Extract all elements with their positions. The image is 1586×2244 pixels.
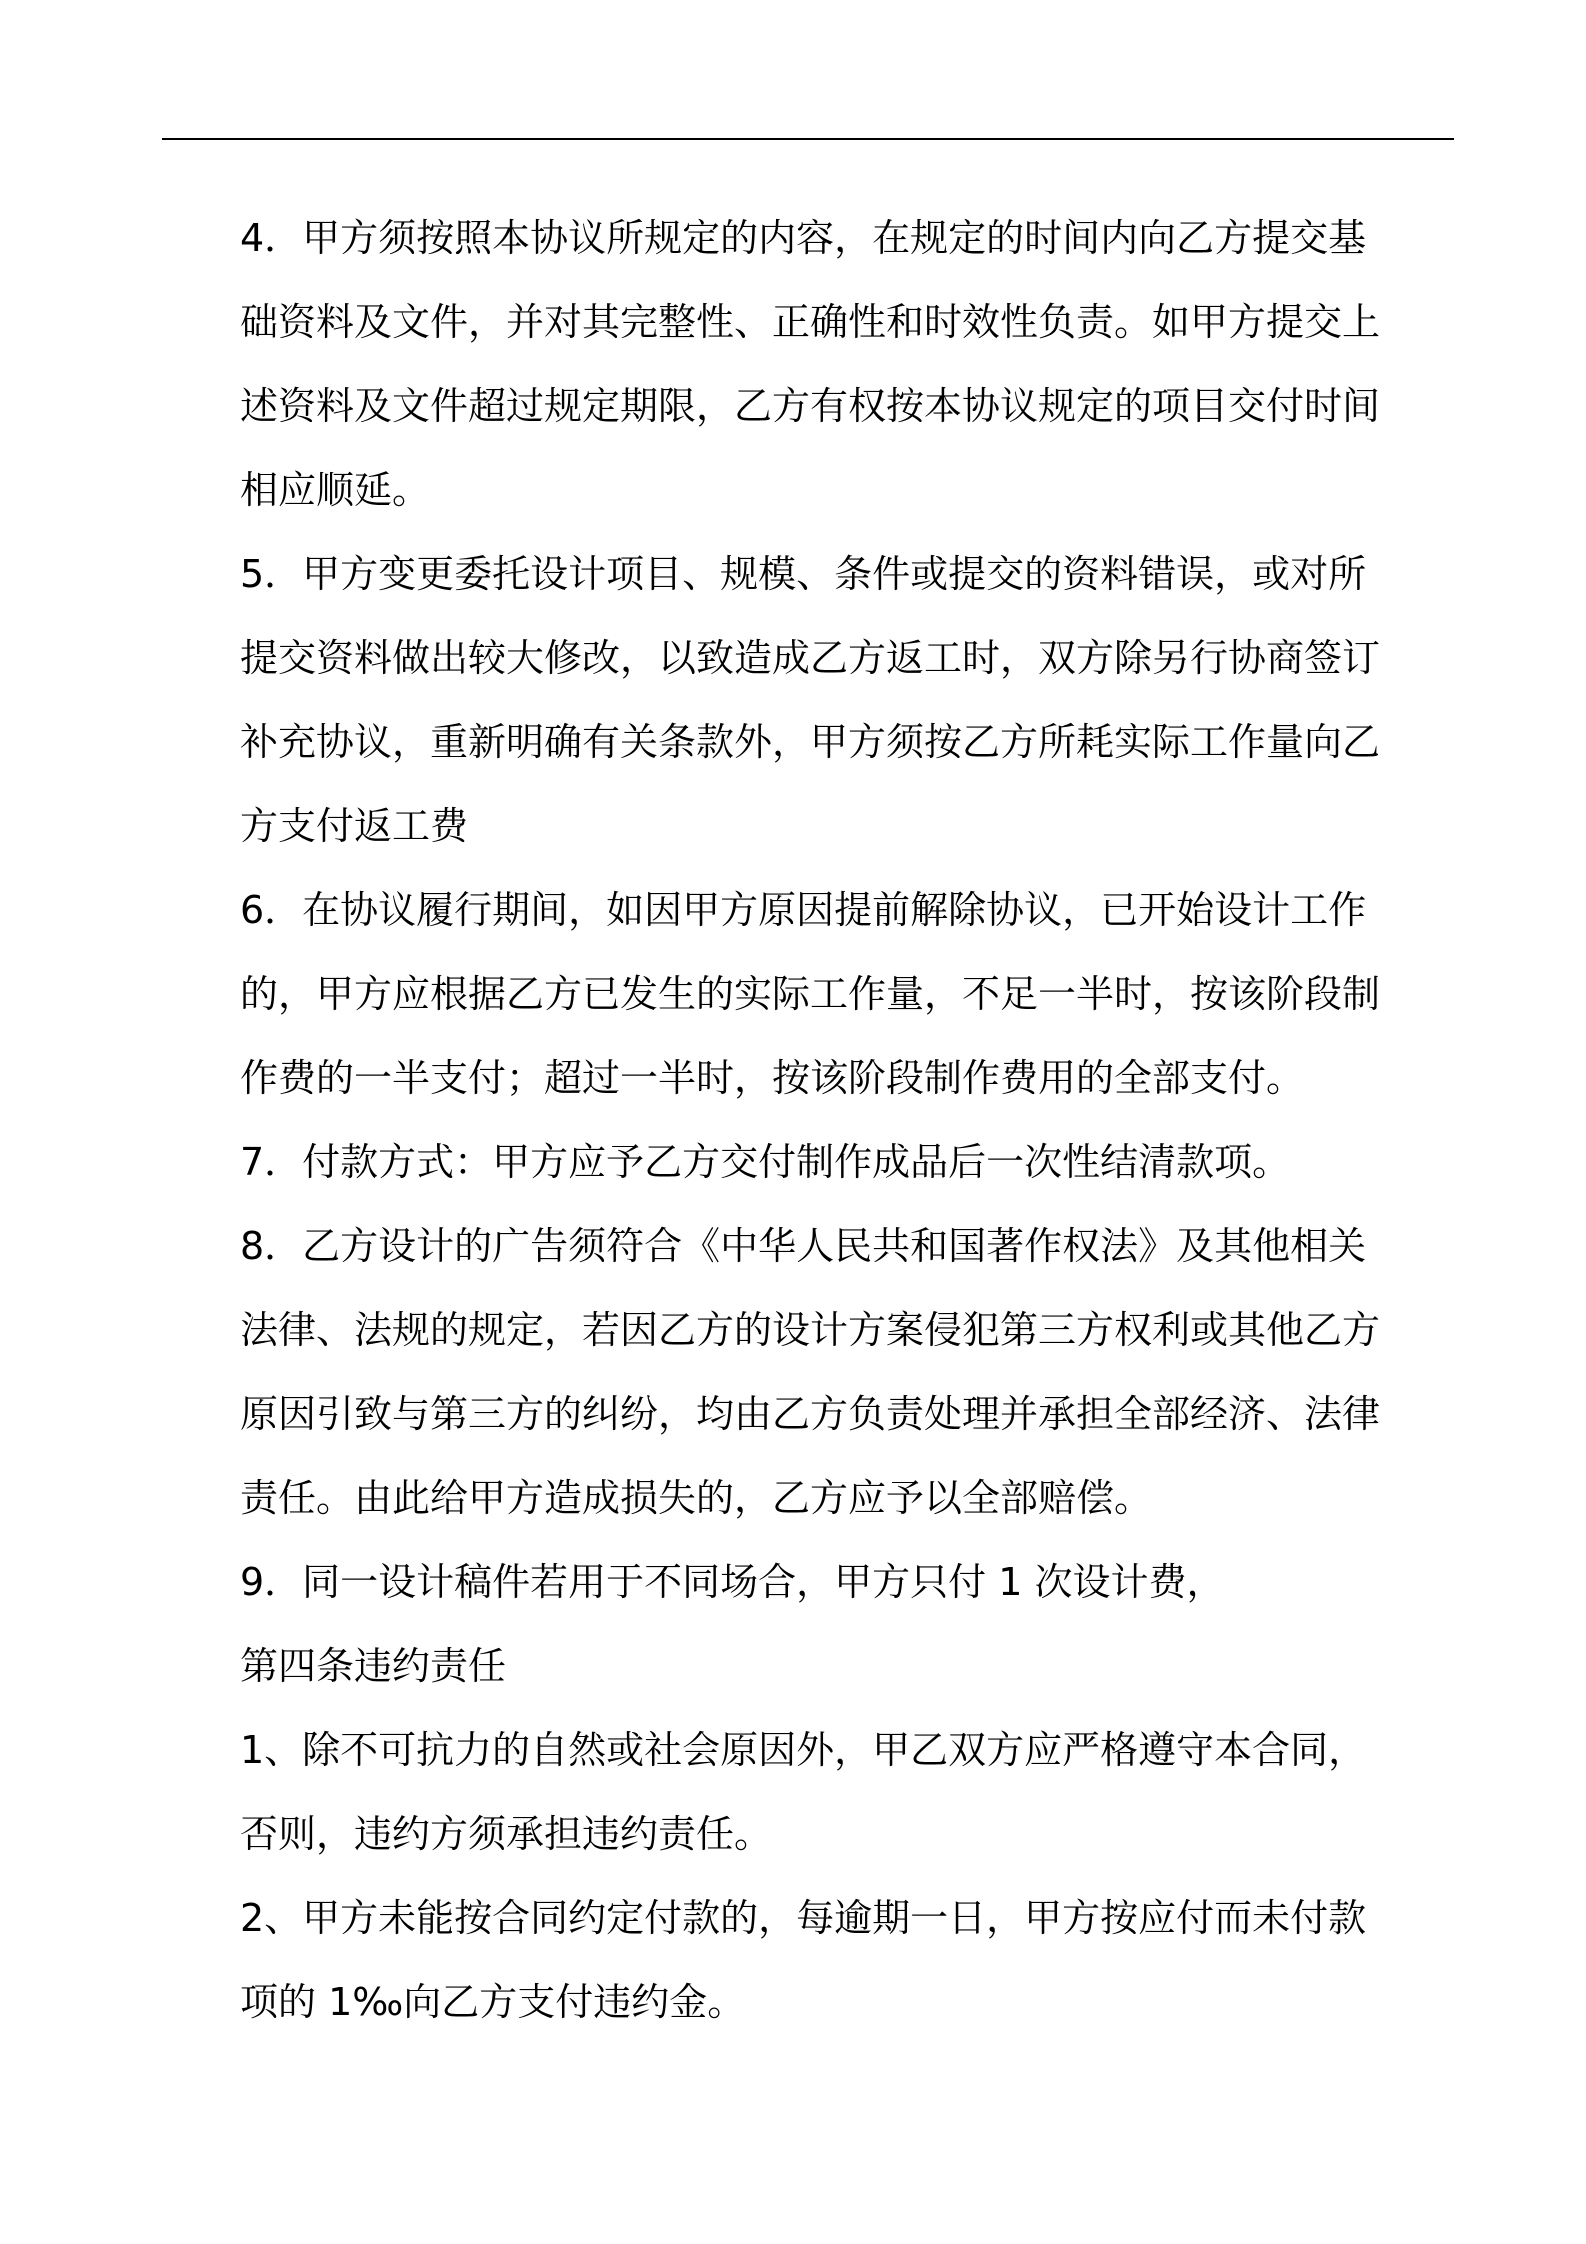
text-line: 方支付返工费 [240, 804, 469, 848]
text-line: 提交资料做出较大修改，以致造成乙方返工时，双方除另行协商签订 [240, 636, 1381, 680]
text-line: 相应顺延。 [240, 468, 431, 512]
text-line: 4．甲方须按照本协议所规定的内容，在规定的时间内向乙方提交基 [240, 216, 1367, 260]
text-line: 原因引致与第三方的纠纷，均由乙方负责处理并承担全部经济、法律 [240, 1392, 1381, 1436]
text-line: 7．付款方式：甲方应予乙方交付制作成品后一次性结清款项。 [240, 1140, 1291, 1184]
text-line: 责任。由此给甲方造成损失的，乙方应予以全部赔偿。 [240, 1476, 1153, 1520]
text-line: 的，甲方应根据乙方已发生的实际工作量，不足一半时，按该阶段制 [240, 972, 1381, 1016]
text-line: 6．在协议履行期间，如因甲方原因提前解除协议，已开始设计工作 [240, 888, 1367, 932]
text-line: 8．乙方设计的广告须符合《中华人民共和国著作权法》及其他相关 [240, 1224, 1367, 1268]
text-line: 作费的一半支付；超过一半时，按该阶段制作费用的全部支付。 [240, 1056, 1305, 1100]
text-line: 2、甲方未能按合同约定付款的，每逾期一日，甲方按应付而未付款 [240, 1896, 1367, 1940]
text-line: 5．甲方变更委托设计项目、规模、条件或提交的资料错误，或对所 [240, 552, 1367, 596]
text-line: 项的 1‰向乙方支付违约金。 [240, 1980, 746, 2024]
text-line: 9．同一设计稿件若用于不同场合，甲方只付 1 次设计费， [240, 1560, 1225, 1604]
text-line: 补充协议，重新明确有关条款外，甲方须按乙方所耗实际工作量向乙 [240, 720, 1381, 764]
text-line: 1、除不可抗力的自然或社会原因外，甲乙双方应严格遵守本合同， [240, 1728, 1367, 1772]
document-body [240, 196, 1410, 2044]
text-line: 述资料及文件超过规定期限，乙方有权按本协议规定的项目交付时间 [240, 384, 1381, 428]
header-divider [162, 138, 1454, 140]
section-heading: 第四条违约责任 [240, 1644, 507, 1688]
text-line: 法律、法规的规定，若因乙方的设计方案侵犯第三方权利或其他乙方 [240, 1308, 1381, 1352]
text-line: 否则，违约方须承担违约责任。 [240, 1812, 773, 1856]
text-line: 础资料及文件，并对其完整性、正确性和时效性负责。如甲方提交上 [240, 300, 1381, 344]
